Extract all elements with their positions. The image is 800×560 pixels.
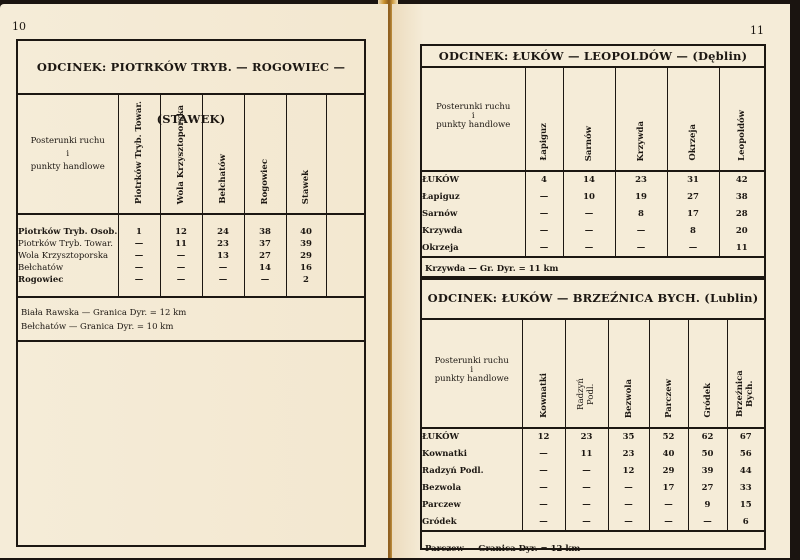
column-label: Brzeźnica Bych. <box>734 370 755 418</box>
cell: — <box>565 513 608 530</box>
cell: — <box>565 479 608 496</box>
distance-table-lukow-brzeznica <box>420 276 766 554</box>
cell: — <box>615 239 667 256</box>
cell: — <box>160 274 202 286</box>
cell: 29 <box>649 462 688 479</box>
row-label: Wola Krzysztoporska <box>18 251 109 262</box>
cell: 1 <box>118 226 160 238</box>
row-label: ŁUKÓW <box>422 175 460 185</box>
cell: 11 <box>719 239 764 256</box>
section-title: ODCINEK: ŁUKÓW — LEOPOLDÓW — (Dęblin) <box>422 46 764 68</box>
cell: 39 <box>688 462 727 479</box>
cell: — <box>118 250 160 262</box>
column-label: Łapiguz <box>539 123 549 161</box>
cell: 40 <box>649 445 688 462</box>
column-header <box>244 95 286 214</box>
table-row <box>18 226 364 238</box>
cell: — <box>522 445 565 462</box>
cell: 11 <box>160 238 202 250</box>
column-label: Parczew <box>663 379 674 418</box>
column-label: Wola Krzysztoporska <box>176 104 186 205</box>
cell: 27 <box>244 250 286 262</box>
column-header <box>727 320 764 428</box>
cell: — <box>649 496 688 513</box>
corner-line: i <box>470 365 474 375</box>
cell: 13 <box>202 250 244 262</box>
cell: — <box>615 222 667 239</box>
corner-label <box>422 320 522 428</box>
cell: 28 <box>719 205 764 222</box>
cell: 14 <box>244 262 286 274</box>
table-row <box>422 239 764 256</box>
cell: 19 <box>615 188 667 205</box>
column-label: Sarnów <box>584 125 594 161</box>
notes <box>18 296 364 342</box>
cell: 44 <box>727 462 764 479</box>
table-row <box>422 445 764 462</box>
row-label: Bełchatów <box>18 263 64 274</box>
cell: 12 <box>522 428 565 445</box>
cell: — <box>565 496 608 513</box>
cell: 16 <box>286 262 326 274</box>
distance-table <box>422 68 764 256</box>
cell: 12 <box>160 226 202 238</box>
cell: — <box>563 222 615 239</box>
row-label: ŁUKÓW <box>422 432 460 442</box>
column-header <box>649 320 688 428</box>
corner-line: punkty handlowe <box>436 120 511 130</box>
cell: — <box>118 274 160 286</box>
table-row <box>18 274 364 286</box>
cell: 42 <box>719 171 764 188</box>
cell: — <box>118 238 160 250</box>
corner-line: punkty handlowe <box>30 161 105 172</box>
row-label: Sarnów <box>422 208 458 219</box>
cell: 35 <box>608 428 649 445</box>
column-label: Bełchatów <box>218 154 228 205</box>
cell: — <box>202 262 244 274</box>
notes <box>422 530 764 560</box>
column-header <box>286 95 326 214</box>
corner-label <box>422 68 525 171</box>
cell: 20 <box>719 222 764 239</box>
distance-table-piotrkow-rogowiec <box>16 39 366 547</box>
column-header <box>563 68 615 171</box>
table-row <box>422 205 764 222</box>
column-header <box>667 68 719 171</box>
corner-line: Posterunki ruchu <box>30 135 105 146</box>
note: Biała Rawska — Granica Dyr. = 12 km <box>21 308 187 319</box>
cell: — <box>525 222 563 239</box>
table-row <box>18 238 364 250</box>
table-row <box>422 428 764 445</box>
cell: — <box>160 250 202 262</box>
cell: — <box>525 188 563 205</box>
table-row <box>422 222 764 239</box>
cell: 39 <box>286 238 326 250</box>
page-number: 10 <box>12 20 26 33</box>
cell: 17 <box>667 205 719 222</box>
row-label: Okrzeja <box>422 242 459 253</box>
corner-line: Posterunki ruchu <box>434 356 509 366</box>
cell: — <box>608 479 649 496</box>
page-number: 11 <box>750 24 764 37</box>
cell: 2 <box>286 274 326 286</box>
cell: — <box>522 513 565 530</box>
column-header <box>118 95 160 214</box>
cell: — <box>688 513 727 530</box>
cell: — <box>525 205 563 222</box>
cell: 14 <box>563 171 615 188</box>
cell: — <box>244 274 286 286</box>
cell: — <box>563 205 615 222</box>
row-label: Łapiguz <box>422 191 460 202</box>
cell: 10 <box>563 188 615 205</box>
column-label: Gródek <box>702 383 713 418</box>
table-row <box>422 188 764 205</box>
cell: 31 <box>667 171 719 188</box>
cell: 8 <box>615 205 667 222</box>
cell: — <box>649 513 688 530</box>
left-page <box>0 4 388 558</box>
cell: — <box>160 262 202 274</box>
row-label: Gródek <box>422 516 457 527</box>
column-label: Stawek <box>301 169 311 205</box>
cell: — <box>608 496 649 513</box>
cell: — <box>118 262 160 274</box>
cell: — <box>522 462 565 479</box>
cell: 27 <box>667 188 719 205</box>
cell: 38 <box>719 188 764 205</box>
cell: 33 <box>727 479 764 496</box>
distance-table-lukow-leopoldow <box>420 44 766 280</box>
distance-table <box>422 320 764 530</box>
cell: 38 <box>244 226 286 238</box>
row-label: Parczew <box>422 499 461 510</box>
cell: 8 <box>667 222 719 239</box>
cell: — <box>525 239 563 256</box>
cell: — <box>667 239 719 256</box>
cell: — <box>522 479 565 496</box>
column-header <box>522 320 565 428</box>
cell: — <box>522 496 565 513</box>
cell: 27 <box>688 479 727 496</box>
column-label: Krzywda <box>636 120 646 161</box>
cell: 37 <box>244 238 286 250</box>
corner-line: i <box>471 111 475 121</box>
note: Bełchatów — Granica Dyr. = 10 km <box>21 322 174 333</box>
cell: 23 <box>202 238 244 250</box>
corner-line: Posterunki ruchu <box>436 102 511 112</box>
row-label: Krzywda <box>422 225 463 236</box>
column-header <box>719 68 764 171</box>
row-label: Rogowiec <box>18 275 64 286</box>
table-row <box>422 496 764 513</box>
row-label: Piotrków Tryb. Towar. <box>18 239 113 250</box>
corner-line: punkty handlowe <box>434 374 509 384</box>
column-header <box>608 320 649 428</box>
cell: 15 <box>727 496 764 513</box>
note: Parczew — Granica Dyr. = 12 km <box>425 544 581 554</box>
cell: 50 <box>688 445 727 462</box>
cell: — <box>563 239 615 256</box>
cell: — <box>202 274 244 286</box>
corner-label <box>18 95 118 214</box>
cell: 24 <box>202 226 244 238</box>
column-label: Rogowiec <box>260 158 270 205</box>
cell: 9 <box>688 496 727 513</box>
column-label: Piotrków Tryb. Towar. <box>134 101 144 205</box>
corner-line: i <box>66 148 70 159</box>
column-header <box>615 68 667 171</box>
cell: 12 <box>608 462 649 479</box>
note: Krzywda — Gr. Dyr. = 11 km <box>425 264 559 274</box>
right-page <box>392 4 790 558</box>
column-label: Leopoldów <box>736 110 747 161</box>
cell: 67 <box>727 428 764 445</box>
column-header <box>565 320 608 428</box>
section-title: ODCINEK: PIOTRKÓW TRYB. — ROGOWIEC — (STAWEK) <box>18 41 364 95</box>
table-row <box>18 262 364 274</box>
row-label: Piotrków Tryb. Osob. <box>18 227 118 238</box>
cell: 62 <box>688 428 727 445</box>
cell: 6 <box>727 513 764 530</box>
cell: 29 <box>286 250 326 262</box>
column-header <box>525 68 563 171</box>
cell: 40 <box>286 226 326 238</box>
column-label: Kownatki <box>538 373 549 418</box>
column-label: Bezwola <box>623 378 634 418</box>
cell: 4 <box>525 171 563 188</box>
column-label: Radzyń Podl. <box>575 378 596 410</box>
table-row <box>422 462 764 479</box>
cell: 11 <box>565 445 608 462</box>
row-label: Bezwola <box>422 482 462 493</box>
cell: — <box>608 513 649 530</box>
book-edge <box>790 0 800 558</box>
column-header <box>688 320 727 428</box>
cell: 52 <box>649 428 688 445</box>
cell: 23 <box>608 445 649 462</box>
cell: 17 <box>649 479 688 496</box>
column-label: Okrzeja <box>688 124 698 161</box>
table-row <box>422 513 764 530</box>
empty-column-header <box>326 95 364 214</box>
table-row <box>18 250 364 262</box>
row-label: Radzyń Podl. <box>422 465 484 476</box>
cell: 56 <box>727 445 764 462</box>
section-title: ODCINEK: ŁUKÓW — BRZEŹNICA BYCH. (Lublin) <box>422 276 764 320</box>
table-row <box>422 479 764 496</box>
row-label: Kownatki <box>422 448 467 459</box>
table-row <box>422 171 764 188</box>
cell: 23 <box>565 428 608 445</box>
cell: 23 <box>615 171 667 188</box>
cell: — <box>565 462 608 479</box>
